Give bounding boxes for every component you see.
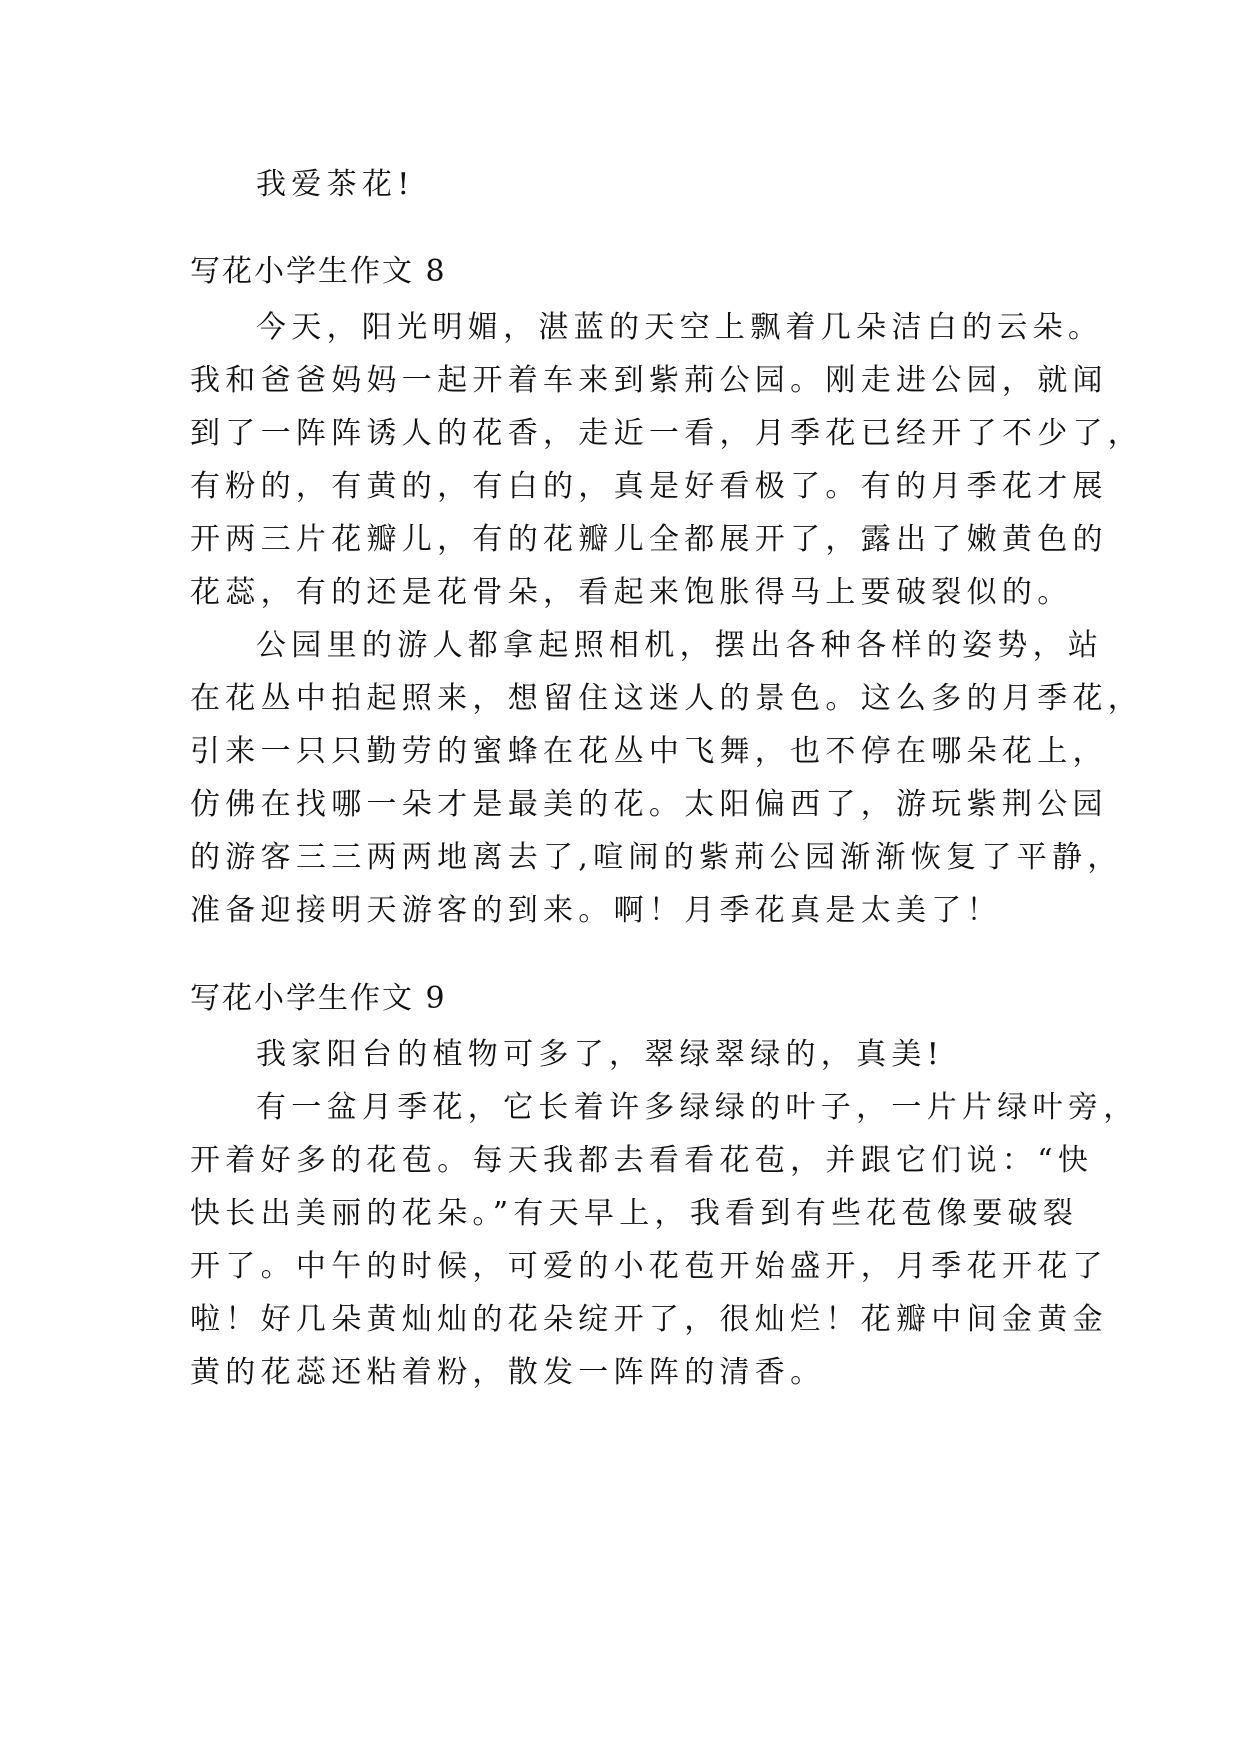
essay-8-paragraph-2-line-5: 的游客三三两两地离去了,喧闹的紫荊公园渐渐恢复了平静， [190, 840, 1123, 875]
essay-8-paragraph-1-line-3: 到了一阵阵诱人的花香，走近一看，月季花已经开了不少了， [190, 416, 1144, 451]
essay-9-paragraph-2-line-2: 开着好多的花苞。每天我都去看看花苞，并跟它们说：“快 [190, 1143, 1094, 1178]
essay-8-paragraph-2-line-1: 公园里的游人都拿起照相机，摆出各种各样的姿势，站 [256, 628, 1104, 663]
essay-8-paragraph-2-line-6: 准备迎接明天游客的到来。啊！月季花真是太美了！ [190, 893, 1002, 928]
essay-9-paragraph-2-line-4: 开了。中午的时候，可爱的小花苞开始盛开，月季花开花了 [190, 1249, 1108, 1284]
essay-8-paragraph-1-line-4: 有粉的，有黄的，有白的，真是好看极了。有的月季花才展 [190, 469, 1108, 504]
essay-8-paragraph-2-line-4: 仿佛在找哪一朵才是最美的花。太阳偏西了，游玩紫荆公园 [190, 787, 1108, 822]
essay-9-paragraph-2-line-5: 啦！好几朵黄灿灿的花朵绽开了，很灿烂！花瓣中间金黄金 [190, 1302, 1108, 1337]
essay-8-paragraph-2-line-2: 在花丛中拍起照来，想留住这迷人的景色。这么多的月季花， [190, 681, 1144, 716]
essay-8-paragraph-2-line-3: 引来一只只勤劳的蜜蜂在花丛中飞舞，也不停在哪朵花上， [190, 734, 1108, 769]
essay-9-paragraph-2-line-6: 黄的花蕊还粘着粉，散发一阵阵的清香。 [190, 1355, 826, 1390]
essay-9-paragraph-2-line-3: 快长出美丽的花朵。”有天早上，我看到有些花苞像要破裂 [190, 1196, 1079, 1231]
essay-8-paragraph-1-line-1: 今天，阳光明媚，湛蓝的天空上飘着几朵洁白的云朵。 [256, 310, 1104, 345]
essay-9-paragraph-1-line-1: 我家阳台的植物可多了，翠绿翠绿的，真美! [256, 1037, 945, 1072]
essay-8-paragraph-1-line-6: 花蕊，有的还是花骨朵，看起来饱胀得马上要破裂似的。 [190, 575, 1073, 610]
essay-9-heading: 写花小学生作文 9 [190, 981, 447, 1016]
essay-8-paragraph-1-line-5: 开两三片花瓣儿，有的花瓣儿全都展开了，露出了嫩黄色的 [190, 522, 1108, 557]
essay-9-paragraph-2-line-1: 有一盆月季花，它长着许多绿绿的叶子，一片片绿叶旁， [256, 1090, 1139, 1125]
closing-line: 我爱茶花! [256, 167, 415, 202]
essay-8-heading: 写花小学生作文 8 [190, 254, 447, 289]
essay-8-paragraph-1-line-2: 我和爸爸妈妈一起开着车来到紫荊公园。刚走进公园，就闻 [190, 363, 1108, 398]
